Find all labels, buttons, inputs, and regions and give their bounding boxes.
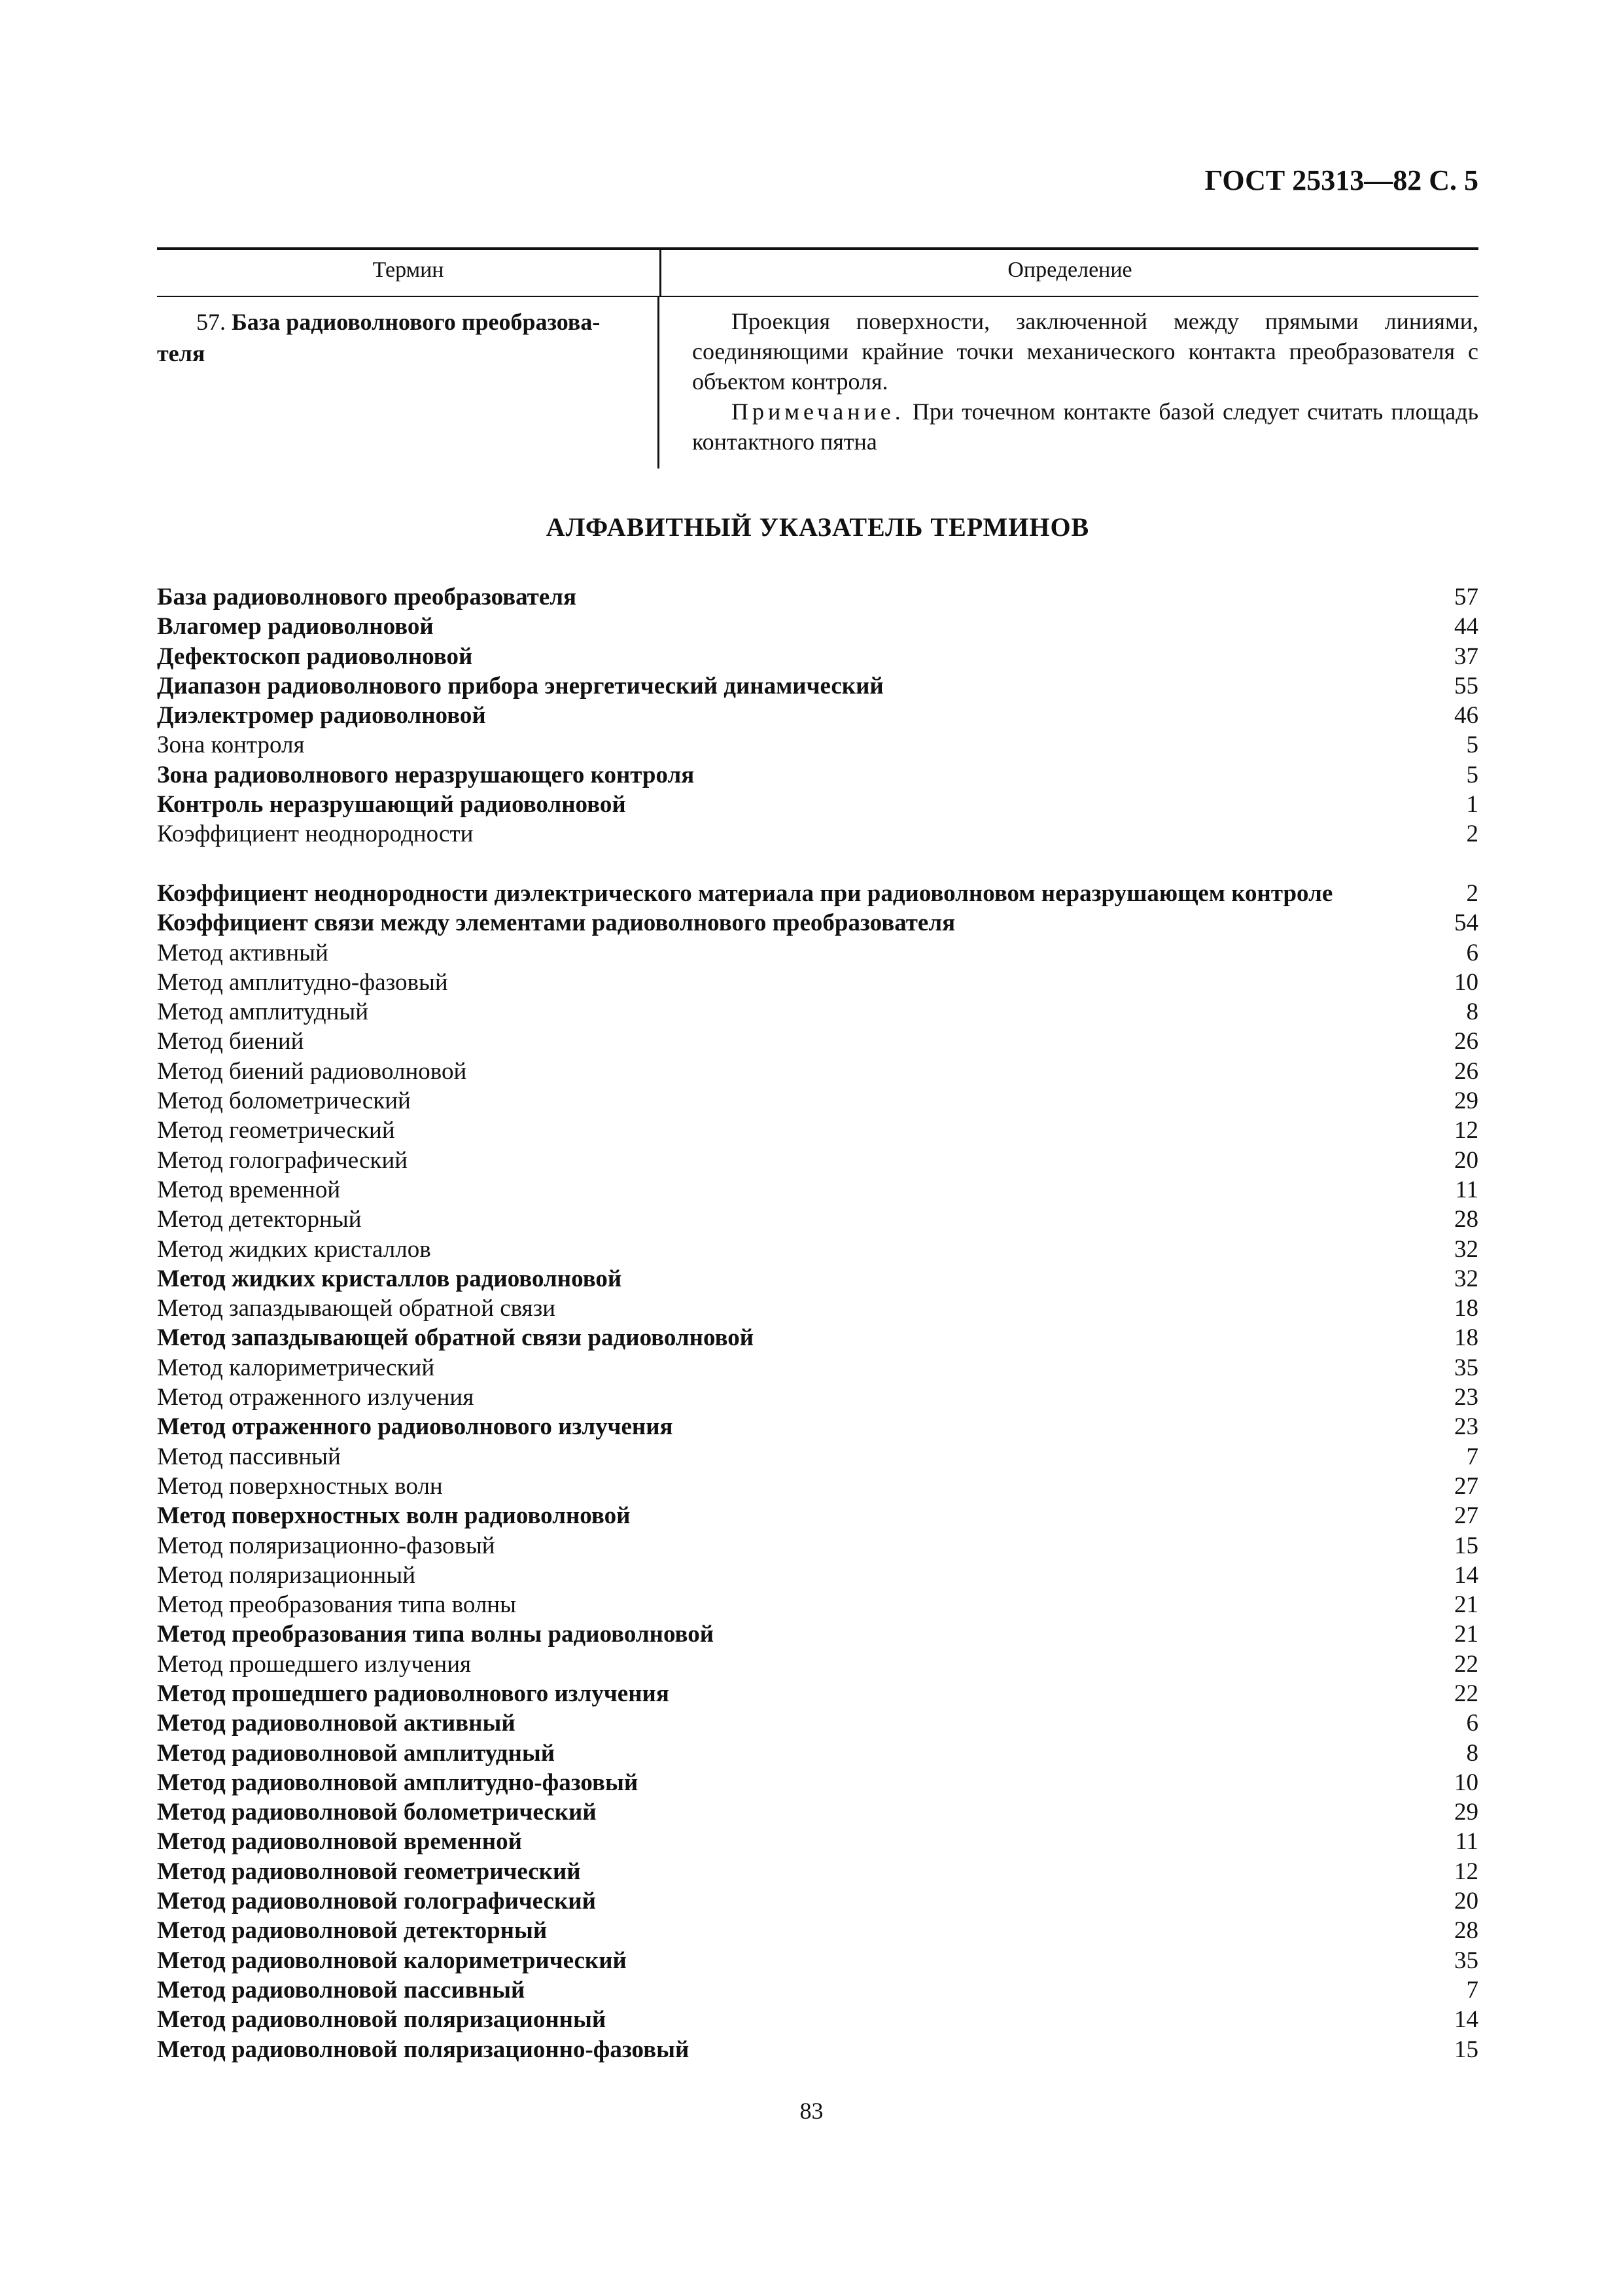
index-term: Влагомер радиоволновой bbox=[157, 613, 434, 641]
index-page-ref: 2 bbox=[1466, 879, 1478, 907]
list-item bbox=[157, 790, 1478, 819]
list-item bbox=[157, 1650, 1478, 1679]
page-number: 83 bbox=[799, 2098, 824, 2124]
index-page-ref: 29 bbox=[1454, 1087, 1478, 1115]
index-page-ref: 26 bbox=[1454, 1057, 1478, 1085]
index-page-ref: 15 bbox=[1454, 1532, 1478, 1559]
index-page-ref: 28 bbox=[1454, 1917, 1478, 1945]
list-item bbox=[157, 671, 1478, 701]
index-term: Коэффициент неоднородности диэлектрического материала при радиоволновом неразрушающем контроле bbox=[157, 879, 1333, 907]
index-page-ref: 35 bbox=[1454, 1354, 1478, 1381]
index-term: Метод жидких кристаллов радиоволновой bbox=[157, 1265, 622, 1292]
index-term: Метод болометрический bbox=[157, 1087, 411, 1115]
index-page-ref: 10 bbox=[1454, 1769, 1478, 1796]
definition-cell bbox=[659, 297, 1478, 468]
definition-text: Проекция поверхности, заключенной между прямыми линиями, соединяющими крайние точки механического контакта преобразователя с объектом контроля. bbox=[692, 308, 1478, 395]
list-item bbox=[157, 2005, 1478, 2034]
table-row bbox=[157, 297, 1478, 468]
index-page-ref: 32 bbox=[1454, 1265, 1478, 1292]
term-text: База радиоволнового преобразова-теля bbox=[157, 309, 601, 366]
index-term: Метод амплитудный bbox=[157, 998, 369, 1026]
index-term: Метод радиоволновой поляризационно-фазовый bbox=[157, 2036, 689, 2063]
list-item bbox=[157, 849, 1478, 909]
index-page-ref: 21 bbox=[1454, 1621, 1478, 1648]
column-header-term: Термин bbox=[157, 250, 661, 296]
index-term: Метод радиоволновой амплитудно-фазовый bbox=[157, 1769, 638, 1796]
index-term: Метод поверхностных волн радиоволновой bbox=[157, 1502, 631, 1530]
index-page-ref: 23 bbox=[1454, 1413, 1478, 1441]
index-page-ref: 15 bbox=[1454, 2036, 1478, 2063]
index-page-ref: 5 bbox=[1466, 761, 1478, 788]
list-item bbox=[157, 938, 1478, 968]
index-term: Метод радиоволновой активный bbox=[157, 1710, 515, 1737]
index-term: Зона радиоволнового неразрушающего контроля bbox=[157, 761, 695, 788]
index-page-ref: 20 bbox=[1454, 1146, 1478, 1174]
index-term: Метод радиоволновой калориметрический bbox=[157, 1947, 627, 1974]
list-item bbox=[157, 582, 1478, 612]
index-page-ref: 21 bbox=[1454, 1591, 1478, 1619]
index-page-ref: 18 bbox=[1454, 1324, 1478, 1352]
list-item bbox=[157, 612, 1478, 641]
list-item bbox=[157, 2035, 1478, 2064]
list-item bbox=[157, 1827, 1478, 1856]
index-page-ref: 11 bbox=[1455, 1176, 1478, 1203]
index-term: Метод запаздывающей обратной связи bbox=[157, 1295, 556, 1322]
index-term: Метод поверхностных волн bbox=[157, 1472, 443, 1500]
definitions-table bbox=[157, 247, 1478, 468]
list-item bbox=[157, 1916, 1478, 1945]
list-item bbox=[157, 1679, 1478, 1708]
list-item bbox=[157, 1294, 1478, 1323]
term-cell bbox=[157, 297, 659, 468]
list-item bbox=[157, 730, 1478, 760]
list-item bbox=[157, 1531, 1478, 1561]
index-page-ref: 57 bbox=[1454, 584, 1478, 610]
term-index-list bbox=[157, 582, 1478, 2064]
index-page-ref: 28 bbox=[1454, 1206, 1478, 1233]
index-page-ref: 2 bbox=[1466, 821, 1478, 848]
index-page-ref: 18 bbox=[1454, 1295, 1478, 1322]
index-page-ref: 7 bbox=[1466, 1443, 1478, 1470]
index-term: Метод поляризационно-фазовый bbox=[157, 1532, 495, 1559]
index-page-ref: 32 bbox=[1454, 1235, 1478, 1263]
page-header-standard-ref: ГОСТ 25313—82 С. 5 bbox=[1204, 164, 1478, 196]
index-page-ref: 10 bbox=[1454, 968, 1478, 996]
index-term: Метод амплитудно-фазовый bbox=[157, 968, 448, 996]
list-item bbox=[157, 1501, 1478, 1530]
list-item bbox=[157, 1975, 1478, 2005]
index-page-ref: 11 bbox=[1455, 1828, 1478, 1856]
table-header-row bbox=[157, 247, 1478, 297]
index-term: Метод прошедшего радиоволнового излучения bbox=[157, 1680, 669, 1707]
index-term: База радиоволнового преобразователя bbox=[157, 584, 577, 610]
index-term: Метод радиоволновой детекторный bbox=[157, 1917, 548, 1945]
list-item bbox=[157, 1205, 1478, 1234]
index-term: Метод отраженного радиоволнового излучения bbox=[157, 1413, 673, 1441]
list-item bbox=[157, 1323, 1478, 1352]
index-page-ref: 46 bbox=[1454, 702, 1478, 730]
list-item bbox=[157, 642, 1478, 671]
index-page-ref: 14 bbox=[1454, 1561, 1478, 1589]
index-page-ref: 54 bbox=[1454, 910, 1478, 937]
index-page-ref: 37 bbox=[1454, 643, 1478, 670]
list-item bbox=[157, 968, 1478, 997]
list-item bbox=[157, 760, 1478, 790]
list-item bbox=[157, 1383, 1478, 1412]
list-item bbox=[157, 908, 1478, 938]
list-item bbox=[157, 997, 1478, 1027]
index-term: Метод временной bbox=[157, 1176, 341, 1203]
index-term: Диэлектромер радиоволновой bbox=[157, 702, 486, 730]
index-title: АЛФАВИТНЫЙ УКАЗАТЕЛЬ ТЕРМИНОВ bbox=[546, 512, 1090, 542]
index-page-ref: 6 bbox=[1466, 1710, 1478, 1737]
index-term: Метод преобразования типа волны bbox=[157, 1591, 516, 1619]
index-page-ref: 12 bbox=[1454, 1117, 1478, 1144]
index-term: Метод активный bbox=[157, 939, 328, 966]
index-term: Коэффициент связи между элементами радиоволнового преобразователя bbox=[157, 910, 956, 937]
index-page-ref: 35 bbox=[1454, 1947, 1478, 1974]
index-term: Метод запаздывающей обратной связи радиоволновой bbox=[157, 1324, 754, 1352]
index-term: Зона контроля bbox=[157, 732, 305, 759]
list-item bbox=[157, 1619, 1478, 1649]
list-item bbox=[157, 1412, 1478, 1441]
index-page-ref: 8 bbox=[1466, 998, 1478, 1026]
list-item bbox=[157, 1886, 1478, 1916]
index-term: Метод преобразования типа волны радиоволновой bbox=[157, 1621, 714, 1648]
note-label: Примечание. bbox=[731, 398, 905, 425]
list-item bbox=[157, 1561, 1478, 1590]
index-term: Метод радиоволновой болометрический bbox=[157, 1799, 597, 1826]
index-term: Метод радиоволновой амплитудный bbox=[157, 1739, 555, 1767]
list-item bbox=[157, 1739, 1478, 1768]
index-term: Метод калориметрический bbox=[157, 1354, 435, 1381]
index-page-ref: 26 bbox=[1454, 1028, 1478, 1055]
index-term: Метод жидких кристаллов bbox=[157, 1235, 431, 1263]
index-term: Контроль неразрушающий радиоволновой bbox=[157, 791, 626, 819]
list-item bbox=[157, 1116, 1478, 1145]
index-term: Метод прошедшего излучения bbox=[157, 1650, 472, 1678]
note-text: При точечном контакте базой следует считать площадь контактного пятна bbox=[692, 398, 1478, 455]
index-term: Метод отраженного излучения bbox=[157, 1384, 474, 1411]
index-page-ref: 1 bbox=[1466, 791, 1478, 819]
index-term: Метод радиоволновой поляризационный bbox=[157, 2006, 606, 2034]
index-term: Метод радиоволновой временной bbox=[157, 1828, 522, 1856]
index-page-ref: 6 bbox=[1466, 939, 1478, 966]
list-item bbox=[157, 1708, 1478, 1738]
index-term: Метод голографический bbox=[157, 1146, 408, 1174]
index-page-ref: 7 bbox=[1466, 1976, 1478, 2004]
index-page-ref: 22 bbox=[1454, 1650, 1478, 1678]
list-item bbox=[157, 1057, 1478, 1086]
index-term: Диапазон радиоволнового прибора энергетический динамический bbox=[157, 672, 884, 699]
term-number: 57. bbox=[196, 309, 226, 335]
list-item bbox=[157, 1353, 1478, 1383]
index-page-ref: 8 bbox=[1466, 1739, 1478, 1767]
list-item bbox=[157, 1175, 1478, 1205]
index-page-ref: 20 bbox=[1454, 1888, 1478, 1915]
column-header-definition: Определение bbox=[1007, 258, 1132, 282]
index-term: Метод детекторный bbox=[157, 1206, 362, 1233]
list-item bbox=[157, 701, 1478, 730]
list-item bbox=[157, 1857, 1478, 1886]
index-page-ref: 14 bbox=[1454, 2006, 1478, 2034]
index-page-ref: 23 bbox=[1454, 1384, 1478, 1411]
index-term: Метод радиоволновой геометрический bbox=[157, 1858, 581, 1885]
list-item bbox=[157, 1235, 1478, 1264]
index-page-ref: 22 bbox=[1454, 1680, 1478, 1707]
index-term: Метод пассивный bbox=[157, 1443, 341, 1470]
index-page-ref: 12 bbox=[1454, 1858, 1478, 1885]
list-item bbox=[157, 1027, 1478, 1056]
index-term: Метод радиоволновой пассивный bbox=[157, 1976, 525, 2004]
list-item bbox=[157, 819, 1478, 849]
index-page-ref: 29 bbox=[1454, 1799, 1478, 1826]
index-term: Метод биений bbox=[157, 1028, 304, 1055]
list-item bbox=[157, 1442, 1478, 1472]
index-page-ref: 44 bbox=[1454, 613, 1478, 641]
list-item bbox=[157, 1472, 1478, 1501]
list-item bbox=[157, 1797, 1478, 1827]
index-page-ref: 5 bbox=[1466, 732, 1478, 759]
index-term: Метод радиоволновой голографический bbox=[157, 1888, 596, 1915]
list-item bbox=[157, 1768, 1478, 1797]
definition-note bbox=[692, 397, 1478, 457]
index-page-ref: 55 bbox=[1454, 672, 1478, 699]
index-page-ref: 27 bbox=[1454, 1502, 1478, 1530]
index-term: Метод поляризационный bbox=[157, 1561, 416, 1589]
list-item bbox=[157, 1146, 1478, 1175]
index-term: Метод биений радиоволновой bbox=[157, 1057, 467, 1085]
list-item bbox=[157, 1590, 1478, 1619]
list-item bbox=[157, 1086, 1478, 1116]
index-term: Метод геометрический bbox=[157, 1117, 395, 1144]
list-item bbox=[157, 1946, 1478, 1975]
index-term: Коэффициент неоднородности bbox=[157, 821, 474, 848]
index-page-ref: 27 bbox=[1454, 1472, 1478, 1500]
index-term: Дефектоскоп радиоволновой bbox=[157, 643, 473, 670]
list-item bbox=[157, 1264, 1478, 1294]
